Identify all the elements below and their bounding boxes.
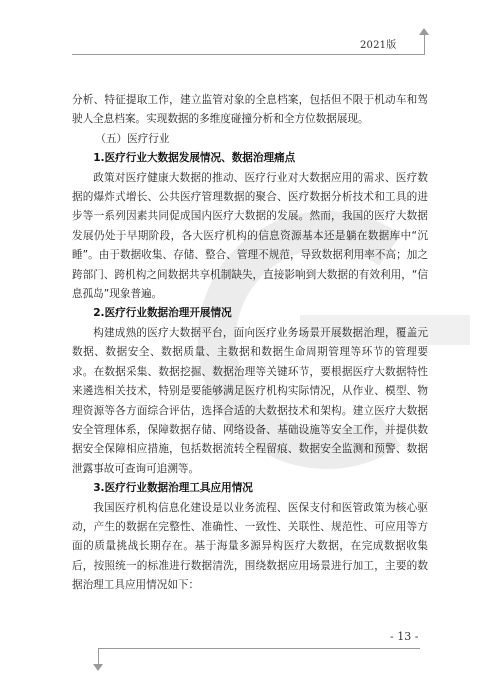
page-content <box>72 91 428 596</box>
header-year-label: 2021版 <box>360 40 397 51</box>
subsection-body-2: 构建成熟的医疗大数据平台，面向医疗业务场景开展数据治理，覆盖元数据、数据安全、数据质量、主数据和数据生命周期管理等环节的管理要求。在数据采集、数据挖掘、数据治理等关键环节，要根据医疗大数据特性来遴选相关技术，特别是要能够满足医疗机构实际情况，从作业、模型、物理资源等各方面综合评估，选择合适的大数据技术和架构。建立医疗大数据安全管理体系，保障数据存储、网络设备、基础设施等安全工作，并提供数据安全保障相应措施，包括数据流转全程留痕、数据安全监测和预警、数据泄露事故可查询可追溯等。 <box>72 326 428 475</box>
subsection-body-3: 我国医疗机构信息化建设是以业务流程、医保支付和医管政策为核心驱动，产生的数据在完整性、准确性、一致性、关联性、规范性、可应用等方面的质量挑战长期存在。基于海量多源异构医疗大数据，在完成数据收集后，按照统一的标准进行数据清洗，围绕数据应用场景进行加工，主要的数据治理工具应用情况如下： <box>72 501 428 592</box>
header-vertical-rule <box>424 30 425 55</box>
footer-vertical-rule <box>98 648 99 664</box>
footer-arrow-icon <box>93 664 103 671</box>
section-heading: （五）医疗行业 <box>95 132 170 145</box>
header-rule <box>72 54 424 55</box>
subsection-heading-3: 3.医疗行业数据治理工具应用情况 <box>93 482 253 495</box>
subsection-heading-1: 1.医疗行业大数据发展情况、数据治理痛点 <box>93 152 296 165</box>
intro-paragraph: 分析、特征提取工作，建立监管对象的全息档案，包括但不限于机动车和驾驶人全息档案。实现数据的多维度碰撞分析和全方位数据展现。 <box>72 94 428 126</box>
footer-rule <box>98 648 420 649</box>
page-number: - 13 - <box>390 630 419 643</box>
subsection-heading-2: 2.医疗行业数据治理开展情况 <box>93 307 232 320</box>
subsection-body-1: 政策对医疗健康大数据的推动、医疗行业对大数据应用的需求、医疗数据的爆炸式增长、公共医疗管理数据的聚合、医疗数据分析技术和工具的进步等一系列因素共同促成国内医疗大数据的发展。然而，我国的医疗大数据发展仍处于早期阶段，各大医疗机构的信息资源基本还是躺在数据库中“沉睡”。由于数据收集、存储、整合、管理不规范，导致数据利用率不高；加之跨部门、跨机构之间数据共享机制缺失，直接影响到大数据的有效利用，“信息孤岛”现象普遍。 <box>72 171 428 301</box>
